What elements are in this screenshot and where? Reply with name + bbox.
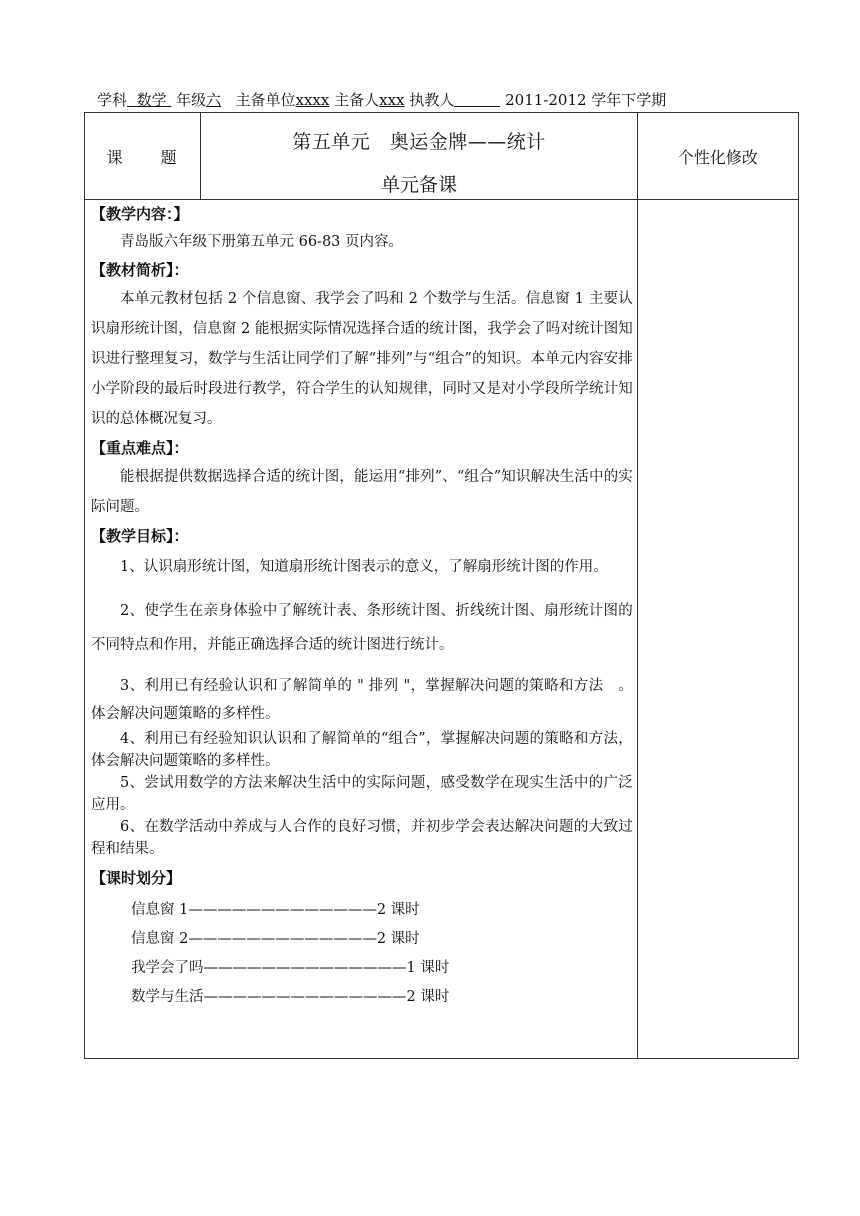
schedule-item: 数学与生活——————————————2 课时 [131, 989, 450, 1005]
objective-item: 6、在数学活动中养成与人合作的良好习惯，并初步学会表达解决问题的大致过程和结果。 [91, 819, 633, 857]
schedule-item: 信息窗 1—————————————2 课时 [131, 902, 420, 918]
term-label: 2011-2012 学年下学期 [505, 91, 667, 109]
objective-item: 2、使学生在亲身体验中了解统计表、条形统计图、折线统计图、扇形统计图的不同特点和作用，并能正确选择合适的统计图进行统计。 [91, 603, 633, 653]
unit-value: xxxx [295, 91, 330, 109]
content-cell [85, 200, 638, 1059]
section-material-analysis-text: 本单元教材包括 2 个信息窗、我学会了吗和 2 个数学与生活。信息窗 1 主要认识扇形统计图，信息窗 2 能根据实际情况选择合适的统计图，我学会了吗对统计图知识进行整理复习，数学与生活让同学们了解“排列”与“组合”的知识。本单元内容安排小学阶段的最后时段进行教学，符合学生的认知规律，同时又是对小学段所学统计知识的总体概况复习。 [91, 291, 633, 427]
title-cell [201, 113, 638, 200]
content-row [85, 200, 799, 1059]
schedule-item: 信息窗 2—————————————2 课时 [131, 931, 420, 947]
objective-item: 1、认识扇形统计图，知道扇形统计图表示的意义，了解扇形统计图的作用。 [120, 559, 608, 575]
title-row [85, 113, 799, 200]
lesson-plan-table [84, 112, 799, 1059]
section-schedule-heading: 【课时划分】 [91, 869, 182, 887]
topic-label: 课 题 [106, 147, 179, 167]
schedule-item: 我学会了吗——————————————1 课时 [131, 960, 450, 976]
section-teaching-content-heading: 【教学内容：】 [91, 205, 189, 223]
unit-subtitle: 单元备课 [380, 174, 457, 196]
teacher-label: 执教人 [409, 91, 455, 109]
objective-item: 5、尝试用数学的方法来解决生活中的实际问题，感受数学在现实生活中的广泛应用。 [91, 775, 633, 813]
unit-title: 第五单元 奥运金牌——统计 [292, 131, 546, 153]
grade-value: 六 [206, 91, 222, 109]
schedule-list [91, 896, 633, 1012]
section-material-analysis-heading: 【教材简析】： [91, 261, 189, 279]
section-teaching-content-text: 青岛版六年级下册第五单元 66-83 页内容。 [120, 234, 404, 250]
section-key-points-text: 能根据提供数据选择合适的统计图，能运用“排列”、“组合”知识解决生活中的实际问题。 [91, 469, 633, 515]
subject-value: 数学 [136, 91, 167, 109]
unit-label: 主备单位 [235, 91, 296, 109]
objective-item: 3、利用已有经验认识和了解简单的 " 排列 "，掌握解决问题的策略和方法 。体会解决问题策略的多样性。 [91, 678, 633, 722]
section-key-points-heading: 【重点难点】： [91, 439, 189, 457]
subject-label: 学科 [97, 91, 128, 109]
personal-edit-cell [637, 200, 798, 1059]
personal-edit-header: 个性化修改 [637, 113, 798, 200]
teacher-blank [454, 92, 500, 107]
section-objectives-heading: 【教学目标】： [91, 527, 189, 545]
lead-label: 主备人 [334, 91, 380, 109]
grade-label: 年级 [176, 91, 207, 109]
topic-label-cell [85, 113, 201, 200]
objective-item: 4、利用已有经验知识认识和了解简单的“组合”，掌握解决问题的策略和方法，体会解决问题策略的多样性。 [91, 731, 633, 769]
lead-value: xxx [379, 91, 405, 109]
document-header [97, 89, 797, 110]
